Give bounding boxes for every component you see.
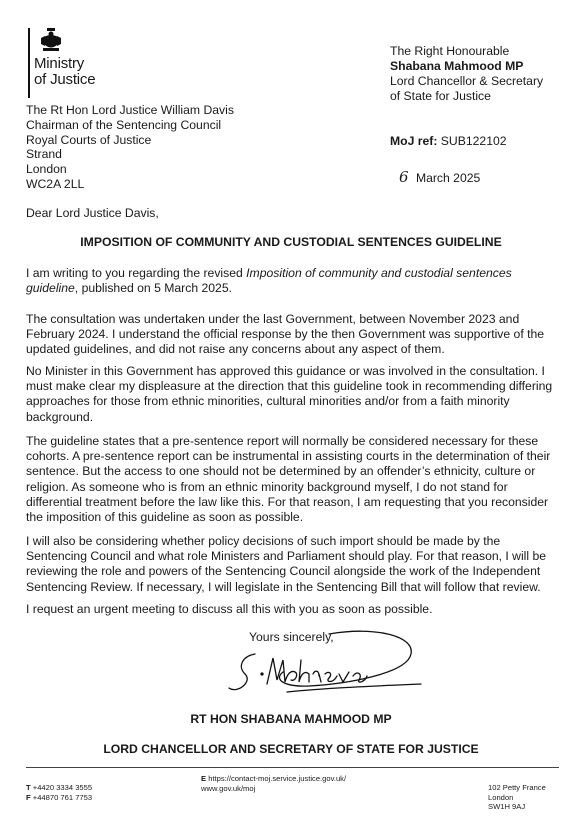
paragraph-5-text: I will also be considering whether policy decisions of such import should be made by the Sentencing Council and what role Ministers and Parliament should play. For that reason, I will be reviewing the role and powers of the Sentencing Council alongside the work of the Independent Sentencing Review. If necessary, I will legislate in the Sentencing Bill that will follow that review. bbox=[26, 534, 547, 594]
paragraph-4 bbox=[26, 434, 556, 525]
recipient-line: WC2A 2LL bbox=[26, 176, 85, 191]
paragraph-4-text: The guideline states that a pre-sentence report will normally be considered necessary for these cohorts. A pre-sentence report can be instrumental in assisting courts in the determination of their sentence. But the access to one should not be determined by an offender’s ethnicity, culture or religion. As someone who is from an ethnic minority background myself, I do not stand for differential treatment before the law like this. For that reason, I am requesting that you reconsider the imposition of this guideline as soon as possible. bbox=[26, 434, 551, 525]
salutation: Dear Lord Justice Davis, bbox=[26, 206, 159, 220]
footer-address-line: SW1H 9AJ bbox=[488, 802, 526, 811]
paragraph-1-text-start: I am writing to you regarding the revised bbox=[26, 266, 247, 280]
footer-divider bbox=[26, 767, 559, 768]
fax-label: F bbox=[26, 792, 31, 802]
handwritten-signature bbox=[225, 622, 425, 710]
recipient-line: Royal Courts of Justice bbox=[26, 132, 152, 147]
reference-value: SUB122102 bbox=[440, 134, 507, 148]
tel-number: +4420 3334 3555 bbox=[32, 783, 93, 792]
contact-url[interactable]: https://contact-moj.service.justice.gov.uk/ bbox=[208, 774, 347, 783]
footer-address-block bbox=[488, 783, 546, 812]
reference-label: MoJ ref: bbox=[390, 134, 438, 148]
paragraph-3-text: No Minister in this Government has approved this guidance or was involved in the consultation. I must make clear my displeasure at the direction that this guideline took in recommending differing approaches for those from ethnic minorities, cultural minorities and/or from a faith minority background. bbox=[26, 364, 553, 424]
sender-office-line-1: Lord Chancellor & Secretary bbox=[390, 74, 544, 88]
royal-crest-icon bbox=[40, 28, 62, 52]
fax-number: +44870 761 7753 bbox=[32, 792, 93, 802]
recipient-line: The Rt Hon Lord Justice William Davis bbox=[26, 103, 234, 117]
footer-web-block bbox=[201, 774, 346, 793]
footer-phone-block bbox=[26, 783, 92, 802]
logo-text bbox=[34, 56, 95, 88]
logo-line-1: Ministry bbox=[34, 55, 85, 72]
guideline-title: Imposition of community and custodial sentences guideline bbox=[26, 266, 512, 296]
paragraph-2 bbox=[26, 312, 556, 358]
letter-heading: IMPOSITION OF COMMUNITY AND CUSTODIAL SENTENCES GUIDELINE bbox=[80, 235, 502, 249]
sender-honorific: The Right Honourable bbox=[390, 44, 510, 58]
paragraph-1-text-end: , published on 5 March 2025. bbox=[74, 281, 232, 296]
recipient-address bbox=[26, 103, 234, 192]
paragraph-6 bbox=[26, 602, 556, 617]
signatory-name: RT HON SHABANA MAHMOOD MP bbox=[190, 712, 392, 726]
date-day-handwritten: 6 bbox=[399, 168, 409, 186]
date-month-year: March 2025 bbox=[415, 171, 481, 185]
letter-date bbox=[399, 168, 480, 186]
paragraph-3 bbox=[26, 364, 556, 425]
recipient-line: Strand bbox=[26, 147, 62, 162]
sender-name: Shabana Mahmood MP bbox=[390, 59, 524, 73]
paragraph-2-text: The consultation was undertaken under the last Government, between November 2023 and February 2024. I understand the official response by the then Government was supportive of the updated guidelines, and did not raise any concerns about any aspect of them. bbox=[26, 312, 545, 357]
recipient-line: Chairman of the Sentencing Council bbox=[26, 117, 222, 132]
tel-label: T bbox=[26, 783, 31, 792]
website-url[interactable]: www.gov.uk/moj bbox=[201, 783, 256, 793]
logo-rule bbox=[28, 28, 30, 98]
paragraph-1 bbox=[26, 266, 556, 296]
reference bbox=[390, 134, 507, 148]
email-label: E bbox=[201, 774, 207, 783]
sender-office-line-2: of State for Justice bbox=[390, 89, 491, 103]
signatory-title: LORD CHANCELLOR AND SECRETARY OF STATE FOR JUSTICE bbox=[103, 742, 479, 756]
sender-block bbox=[390, 44, 575, 104]
signoff: Yours sincerely, bbox=[249, 630, 334, 644]
logo-line-2: of Justice bbox=[34, 71, 96, 88]
footer-address-line: London bbox=[488, 792, 514, 802]
paragraph-5 bbox=[26, 534, 556, 595]
footer-address-line: 102 Petty France bbox=[488, 783, 546, 792]
recipient-line: London bbox=[26, 162, 67, 177]
paragraph-6-text: I request an urgent meeting to discuss all this with you as soon as possible. bbox=[26, 602, 433, 616]
ministry-of-justice-logo bbox=[26, 28, 116, 98]
